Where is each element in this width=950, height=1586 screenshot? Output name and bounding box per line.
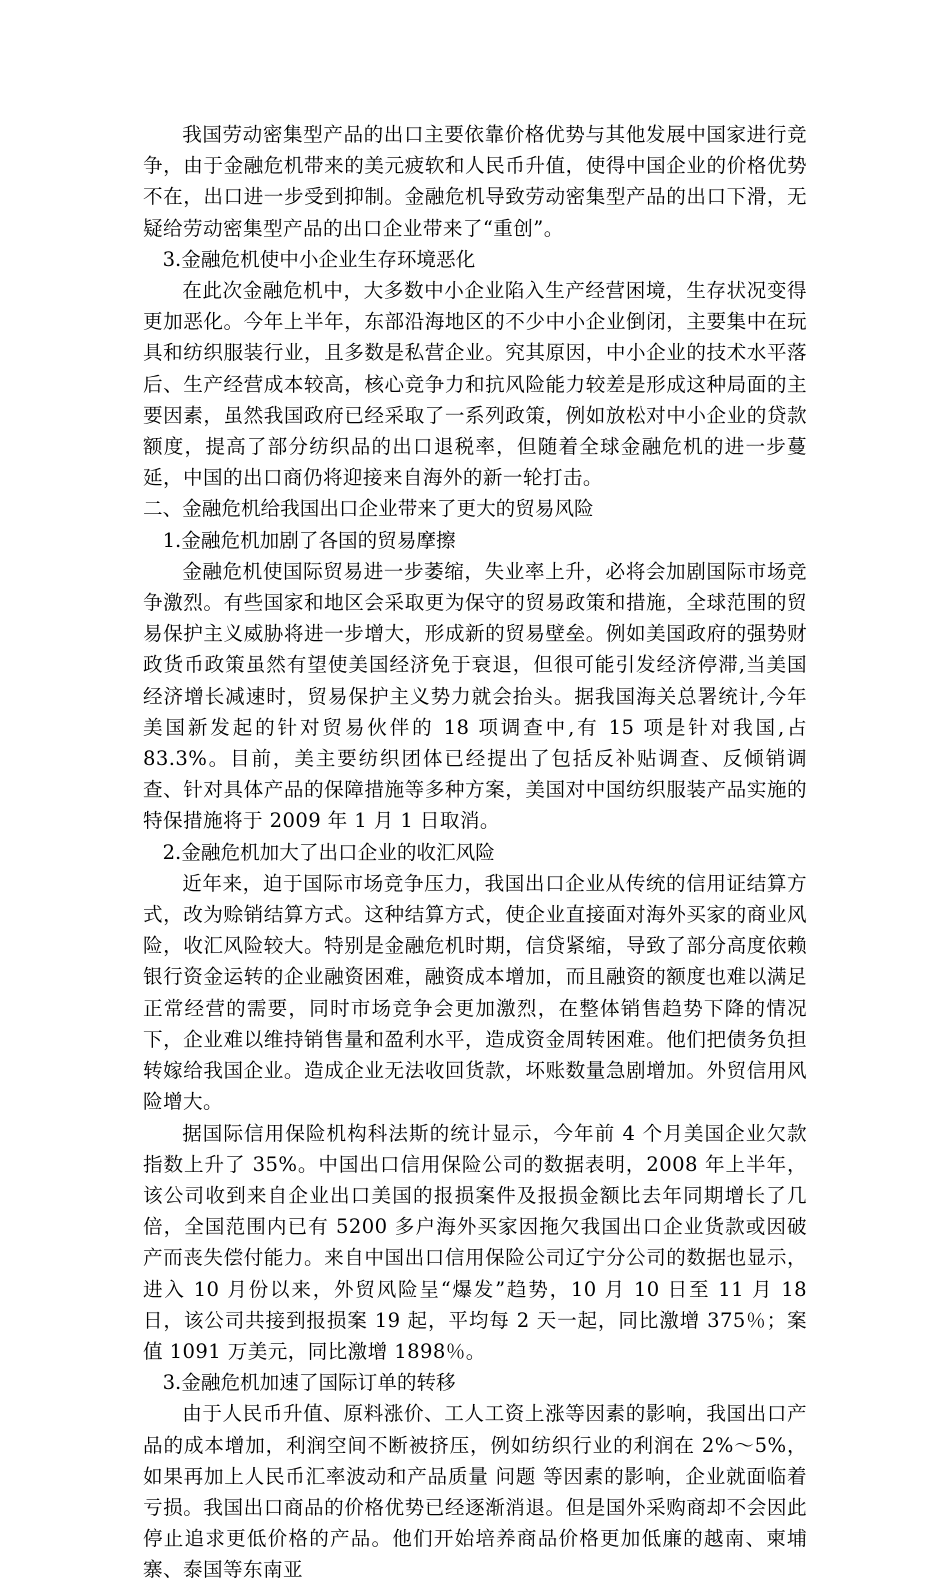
heading-trade-friction: 1.金融危机加剧了各国的贸易摩擦: [162, 528, 456, 552]
paragraph-credit-statistics: 据国际信用保险机构科法斯的统计显示，今年前 4 个月美国企业欠款指数上升了 35%。中国出口信用保险公司的数据表明，2008 年上半年，该公司收到来自企业出口美国的报损案件及报损金额比去年同期增长了几倍，全国范围内已有 5200 多户海外买家因拖欠我国出口企业货款或因破产而丧失偿付能力。来自中国出口信用保险公司辽宁分公司的数据也显示，进入 10 月份以来，外贸风险呈“爆发”趋势，10 月 10 日至 11 月 18 日，该公司共接到报损案 19 起，平均每 2 天一起，同比激增 375％；案值 1091 万美元，同比激增 1898％。: [143, 1121, 807, 1363]
paragraph-trade-protectionism: 金融危机使国际贸易进一步萎缩，失业率上升，必将会加剧国际市场竞争激烈。有些国家和地区会采取更为保守的贸易政策和措施，全球范围的贸易保护主义威胁将进一步增大，形成新的贸易壁垒。例如美国政府的强势财政货币政策虽然有望使美国经济免于衰退，但很可能引发经济停滞,当美国经济增长减速时，贸易保护主义势力就会抬头。据我国海关总署统计,今年美国新发起的针对贸易伙伴的 18 项调查中,有 15 项是针对我国,占 83.3%。目前，美主要纺织团体已经提出了包括反补贴调查、反倾销调查、针对具体产品的保障措施等多种方案，美国对中国纺织服装产品实施的特保措施将于 2009 年 1 月 1 日取消。: [143, 559, 807, 833]
paragraph-labor-intensive-exports: 我国劳动密集型产品的出口主要依靠价格优势与其他发展中国家进行竞争，由于金融危机带来的美元疲软和人民币升值，使得中国企业的价格优势不在，出口进一步受到抑制。金融危机导致劳动密集型产品的出口下滑，无疑给劳动密集型产品的出口企业带来了“重创”。: [143, 123, 807, 240]
paragraph-settlement-risk: 近年来，迫于国际市场竞争压力，我国出口企业从传统的信用证结算方式，改为赊销结算方式。这种结算方式，使企业直接面对海外买家的商业风险，收汇风险较大。特别是金融危机时期，信贷紧缩，导致了部分高度依赖银行资金运转的企业融资困难，融资成本增加，而且融资的额度也难以满足正常经营的需要，同时市场竞争会更加激烈，在整体销售趋势下降的情况下，企业难以维持销售量和盈利水平，造成资金周转困难。他们把债务负担转嫁给我国企业。造成企业无法收回货款，坏账数量急剧增加。外贸信用风险增大。: [143, 871, 807, 1114]
heading-sme-environment: 3.金融危机使中小企业生存环境恶化: [162, 247, 476, 271]
heading-collection-risk: 2.金融危机加大了出口企业的收汇风险: [162, 840, 495, 864]
section-heading-trade-risk: 二、金融危机给我国出口企业带来了更大的贸易风险: [143, 497, 594, 521]
document-page: [143, 119, 807, 1586]
paragraph-sme-difficulties: 在此次金融危机中，大多数中小企业陷入生产经营困境，生存状况变得更加恶化。今年上半年，东部沿海地区的不少中小企业倒闭，主要集中在玩具和纺织服装行业，且多数是私营企业。究其原因，中小企业的技术水平落后、生产经营成本较高，核心竞争力和抗风险能力较差是形成这种局面的主要因素，虽然我国政府已经采取了一系列政策，例如放松对中小企业的贷款额度，提高了部分纺织品的出口退税率，但随着全球金融危机的进一步蔓延，中国的出口商仍将迎接来自海外的新一轮打击。: [143, 279, 807, 490]
heading-order-transfer: 3.金融危机加速了国际订单的转移: [162, 1371, 456, 1395]
paragraph-price-advantage: 由于人民币升值、原料涨价、工人工资上涨等因素的影响，我国出口产品的成本增加，利润空间不断被挤压，例如纺织行业的利润在 2%～5%，如果再加上人民币汇率波动和产品质量 问题 等因素的影响，企业就面临着亏损。我国出口商品的价格优势已经逐渐消退。但是国外采购商却不会因此停止追求更低价格的产品。他们开始培养商品价格更加低廉的越南、柬埔寨、泰国等东南亚: [143, 1402, 807, 1582]
